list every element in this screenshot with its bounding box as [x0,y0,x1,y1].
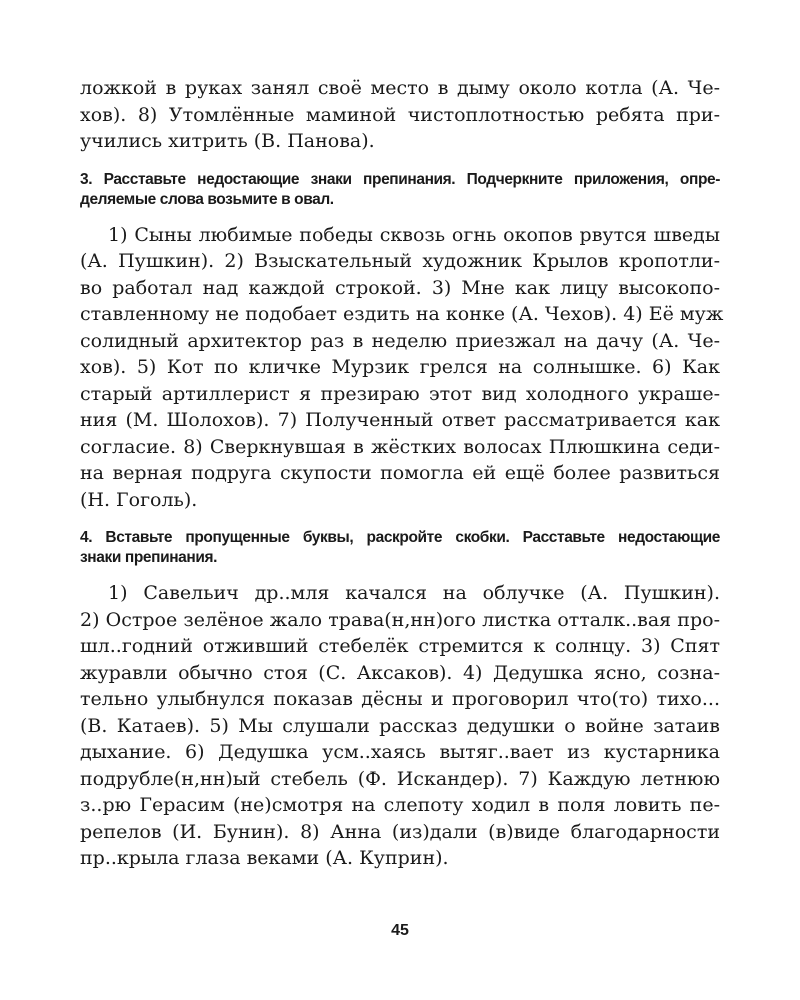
text-line: пр..крыла глаза веками (А. Куприн). [80,847,449,869]
text-line: 1) Савельич др..мля качался на облучке (А. Пушкин). [108,582,720,604]
text-line: ния (М. Шолохов). 7) Полученный ответ рассматривается как [80,409,720,431]
text-line: ставленному не подобает ездить на конке (А. Чехов). 4) Её муж [80,303,724,325]
text-line: во работал над каждой строкой. 3) Мне как лицу высокопо- [80,276,720,299]
text-line: на верная подруга скупости помогла ей ещё более развиться [80,462,720,484]
text-line: (Н. Гоголь). [80,488,198,511]
page-number: 45 [391,922,409,939]
text-line: тельно улыбнулся показав дёсны и проговорил что(то) тихо... [80,688,720,710]
page-body [80,75,724,872]
text-line: учились хитрить (В. Панова). [80,130,375,152]
text-line: хов). 5) Кот по кличке Мурзик грелся на солнышке. 6) Как [80,356,720,378]
task-3-exercise [80,222,724,514]
heading-line: 4. Вставьте пропущенные буквы, раскройте скобки. Расставьте недостающие [80,529,720,546]
text-line: шл..годний отживший стебелёк стремится к солнцу. 3) Спят [80,635,720,657]
text-line: ложкой в руках занял своё место в дыму около котла (А. Че- [80,77,720,99]
task-4-heading [80,528,720,568]
text-line: согласие. 8) Сверкнувшая в жёстких волосах Плюшкина седи- [80,435,720,458]
task-3-heading [80,170,720,210]
text-line: 1) Сыны любимые победы сквозь огнь окопов рвутся шведы [108,223,720,246]
text-line: журавли обычно стоя (С. Аксаков). 4) Дедушка ясно, созна- [80,661,720,684]
heading-line: знаки препинания. [80,549,218,566]
intro-paragraph [80,75,720,155]
text-line: хов). 8) Утомлённые маминой чистоплотностью ребята при- [80,103,720,126]
text-line: з..рю Герасим (не)смотря на слепоту ходил в поля ловить пе- [80,794,720,816]
text-line: 2) Острое зелёное жало трава(н,нн)ого листка отталк..вая про- [80,608,720,631]
text-line: (А. Пушкин). 2) Взыскательный художник Крылов кропотли- [80,250,720,272]
text-line: дыхание. 6) Дедушка усм..хаясь вытяг..вает из кустарника [80,741,720,763]
text-line: (В. Катаев). 5) Мы слушали рассказ дедушки о войне затаив [80,714,720,737]
heading-line: деляемые слова возьмите в овал. [80,190,334,208]
text-line: солидный архитектор раз в неделю приезжал на дачу (А. Че- [80,329,720,352]
text-line: репелов (И. Бунин). 8) Анна (из)дали (в)виде благодарности [80,820,720,843]
task-4-exercise [80,580,720,872]
text-line: подрубле(н,нн)ый стебель (Ф. Искандер). 7) Каждую летнюю [80,767,720,790]
text-line: старый артиллерист я презираю этот вид холодного украше- [80,382,720,405]
heading-line: 3. Расставьте недостающие знаки препинания. Подчеркните приложения, опре- [80,170,720,188]
